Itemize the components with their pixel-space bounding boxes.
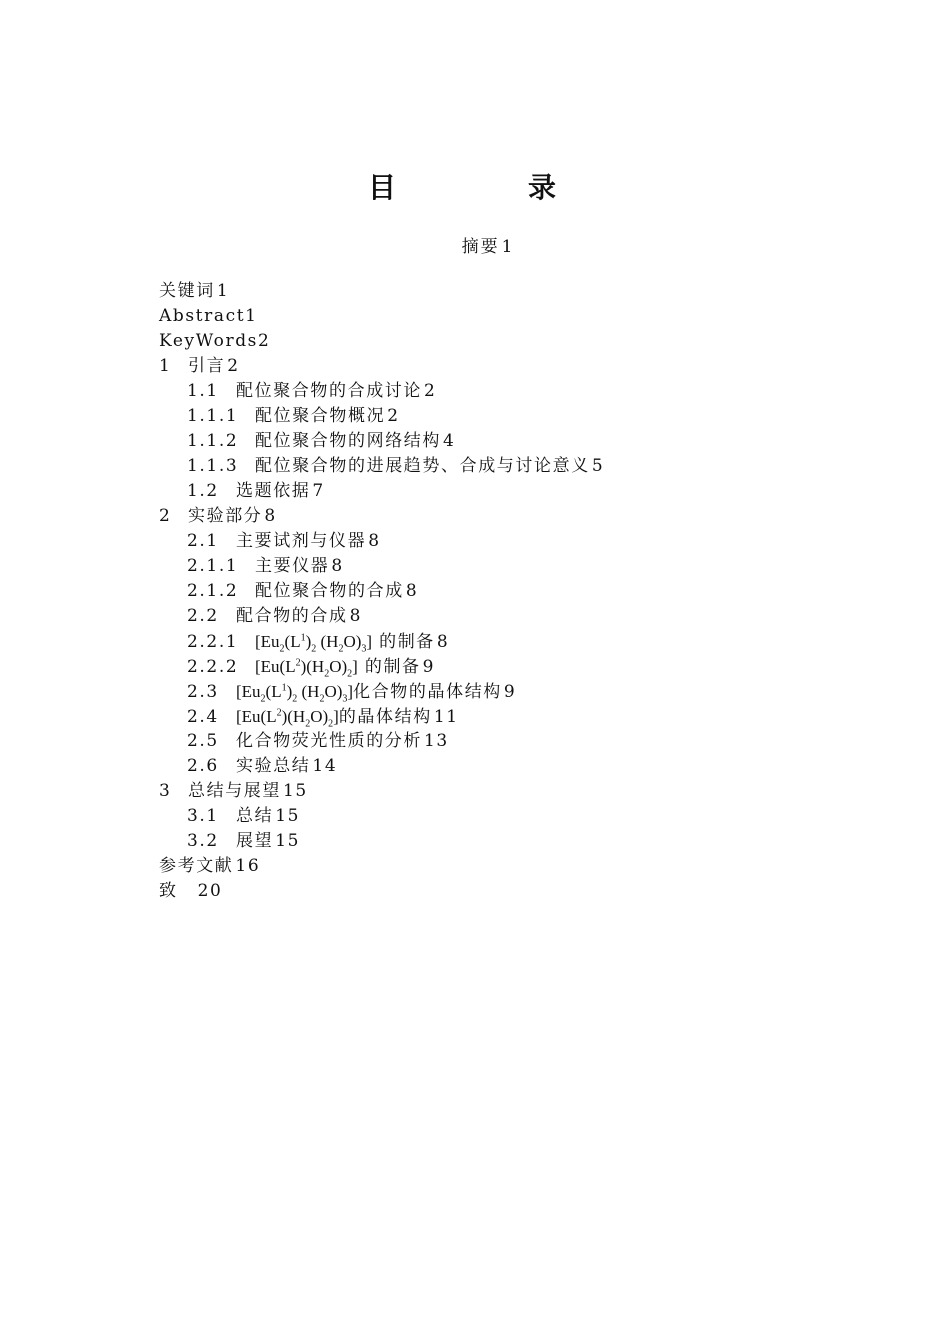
toc-entry-page: 8	[349, 606, 363, 626]
toc-entry-page: 20	[197, 881, 223, 901]
toc-entry-number: 2.1.2	[187, 581, 239, 601]
toc-entry-label: 化合物的晶体结构	[353, 682, 502, 702]
toc-entry-chapter-3[interactable]	[159, 779, 604, 804]
toc-entry-chapter-2[interactable]	[159, 504, 604, 529]
toc-entry-number: 2	[159, 506, 172, 526]
toc-entry-section-2-1-1[interactable]	[159, 554, 604, 579]
toc-entry-number: 1.1.2	[187, 431, 239, 451]
toc-entry-section-2-1[interactable]	[159, 529, 604, 554]
toc-entry-page: 8	[436, 632, 450, 652]
toc-entry-page: 2	[258, 331, 271, 351]
toc-entry-section-2-4[interactable]	[159, 704, 604, 729]
toc-entry-references[interactable]	[159, 854, 604, 879]
toc-entry-label: Abstract	[159, 306, 246, 326]
toc-entry-page: 8	[368, 531, 381, 551]
toc-entry-number: 2.2.1	[187, 632, 239, 652]
toc-entry-number: 3	[159, 781, 172, 801]
toc-entry-label: 摘要	[461, 237, 500, 257]
toc-entry-section-3-1[interactable]	[159, 804, 604, 829]
toc-entry-chapter-1[interactable]	[159, 354, 604, 379]
toc-entry-section-1-1-3[interactable]	[159, 454, 604, 479]
toc-entry-number: 3.2	[187, 831, 219, 851]
toc-entry-page: 1	[216, 281, 230, 301]
toc-entry-label: 的晶体结构	[338, 707, 432, 727]
toc-entry-number: 1.1.1	[187, 406, 239, 426]
toc-entry-label: 主要试剂与仪器	[236, 531, 367, 551]
toc-entry-label: 主要仪器	[255, 556, 330, 576]
toc-entry-page: 1	[245, 306, 258, 326]
toc-entry-page: 1	[501, 237, 515, 257]
toc-entry-label: 总结	[236, 806, 274, 826]
toc-entry-page: 15	[275, 806, 301, 826]
toc-entry-section-2-3[interactable]	[159, 679, 604, 704]
toc-entry-section-2-2-1[interactable]	[159, 629, 604, 654]
toc-entry-page: 13	[424, 731, 449, 751]
toc-entry-number: 1.1.3	[187, 456, 239, 476]
chemical-formula: $[Eu(L^2)(H_2O)_2]$	[255, 657, 358, 680]
toc-entry-page: 16	[235, 856, 261, 876]
toc-entry-number: 1	[159, 356, 172, 376]
toc-abstract-entry[interactable]	[0, 232, 950, 257]
toc-entry-label: 配位聚合物的网络结构	[255, 431, 441, 451]
toc-entry-label: 配位聚合物的进展趋势、合成与讨论意义	[255, 456, 590, 476]
toc-entry-section-2-5[interactable]	[159, 729, 604, 754]
page-title: 目 录	[367, 171, 608, 204]
toc-entry-page: 15	[275, 831, 301, 851]
toc-entry-number: 2.5	[187, 731, 219, 751]
toc-entry-number: 2.2.2	[187, 657, 239, 677]
toc-entry-number: 2.1	[187, 531, 219, 551]
toc-entry-page: 8	[405, 581, 419, 601]
toc-entry-section-2-2[interactable]	[159, 604, 604, 629]
toc-entry-abstract[interactable]	[159, 304, 604, 329]
toc-entry-number: 2.6	[187, 756, 219, 776]
toc-entry-label: 实验总结	[236, 756, 311, 776]
toc-entry-label: 配合物的合成	[236, 606, 348, 626]
toc-entry-label: 引言	[188, 356, 226, 376]
toc-entry-number: 3.1	[187, 806, 219, 826]
toc-entry-label: 参考文献	[159, 856, 234, 876]
toc-entry-page: 5	[591, 456, 605, 476]
toc-entry-label: 的制备	[364, 657, 421, 677]
toc-entry-number: 2.2	[187, 606, 219, 626]
chemical-formula: $[Eu(L^2)(H_2O)_2]$	[236, 707, 339, 730]
toc-entry-section-2-1-2[interactable]	[159, 579, 604, 604]
toc-entry-page: 2	[424, 381, 437, 401]
toc-entry-page: 9	[422, 657, 436, 677]
toc-entry-keywords-cn[interactable]	[159, 279, 604, 304]
toc-entry-acknowledgements[interactable]	[159, 879, 604, 904]
toc-entry-section-1-1-1[interactable]	[159, 404, 604, 429]
toc-entry-number: 1.1	[187, 381, 219, 401]
toc-entry-number: 2.1.1	[187, 556, 239, 576]
toc-entry-page: 14	[312, 756, 338, 776]
toc-entry-label: KeyWords	[159, 331, 258, 351]
toc-entry-page: 7	[312, 481, 325, 501]
toc-entry-number: 1.2	[187, 481, 219, 501]
toc-entry-page: 15	[283, 781, 308, 801]
chemical-formula: [$Eu_2(L^1)_2$ $(H_2O)_3$]	[236, 682, 354, 705]
toc-entry-page: 4	[443, 431, 456, 451]
toc-entry-label: 致	[159, 881, 178, 901]
toc-entry-label: 选题依据	[236, 481, 311, 501]
toc-entry-label: 配位聚合物的合成讨论	[236, 381, 422, 401]
toc-entry-page: 9	[503, 682, 517, 702]
toc-entry-section-2-2-2[interactable]	[159, 654, 604, 679]
toc-entry-page: 8	[264, 506, 277, 526]
toc-entry-section-1-2[interactable]	[159, 479, 604, 504]
toc-entry-keywords-en[interactable]	[159, 329, 604, 354]
toc-entry-label: 的制备	[379, 632, 435, 652]
toc-entry-page: 2	[387, 406, 400, 426]
toc-entry-label: 总结与展望	[188, 781, 281, 801]
toc-entry-number: 2.4	[187, 707, 219, 727]
toc-entry-label: 化合物荧光性质的分析	[236, 731, 422, 751]
toc-entry-label: 配位聚合物概况	[255, 406, 386, 426]
toc-list	[159, 279, 604, 904]
toc-entry-label: 配位聚合物的合成	[255, 581, 404, 601]
toc-entry-section-2-6[interactable]	[159, 754, 604, 779]
toc-entry-page: 11	[433, 707, 459, 727]
toc-entry-section-1-1[interactable]	[159, 379, 604, 404]
toc-entry-section-3-2[interactable]	[159, 829, 604, 854]
toc-entry-page: 8	[331, 556, 344, 576]
toc-entry-label: 关键词	[159, 281, 215, 301]
chemical-formula: [$Eu_2(L^1)_2$ $(H_2O)_3$]	[255, 632, 373, 655]
toc-entry-label: 实验部分	[188, 506, 263, 526]
toc-entry-section-1-1-2[interactable]	[159, 429, 604, 454]
toc-entry-label: 展望	[236, 831, 274, 851]
toc-entry-page: 2	[227, 356, 240, 376]
toc-entry-number: 2.3	[187, 682, 219, 702]
